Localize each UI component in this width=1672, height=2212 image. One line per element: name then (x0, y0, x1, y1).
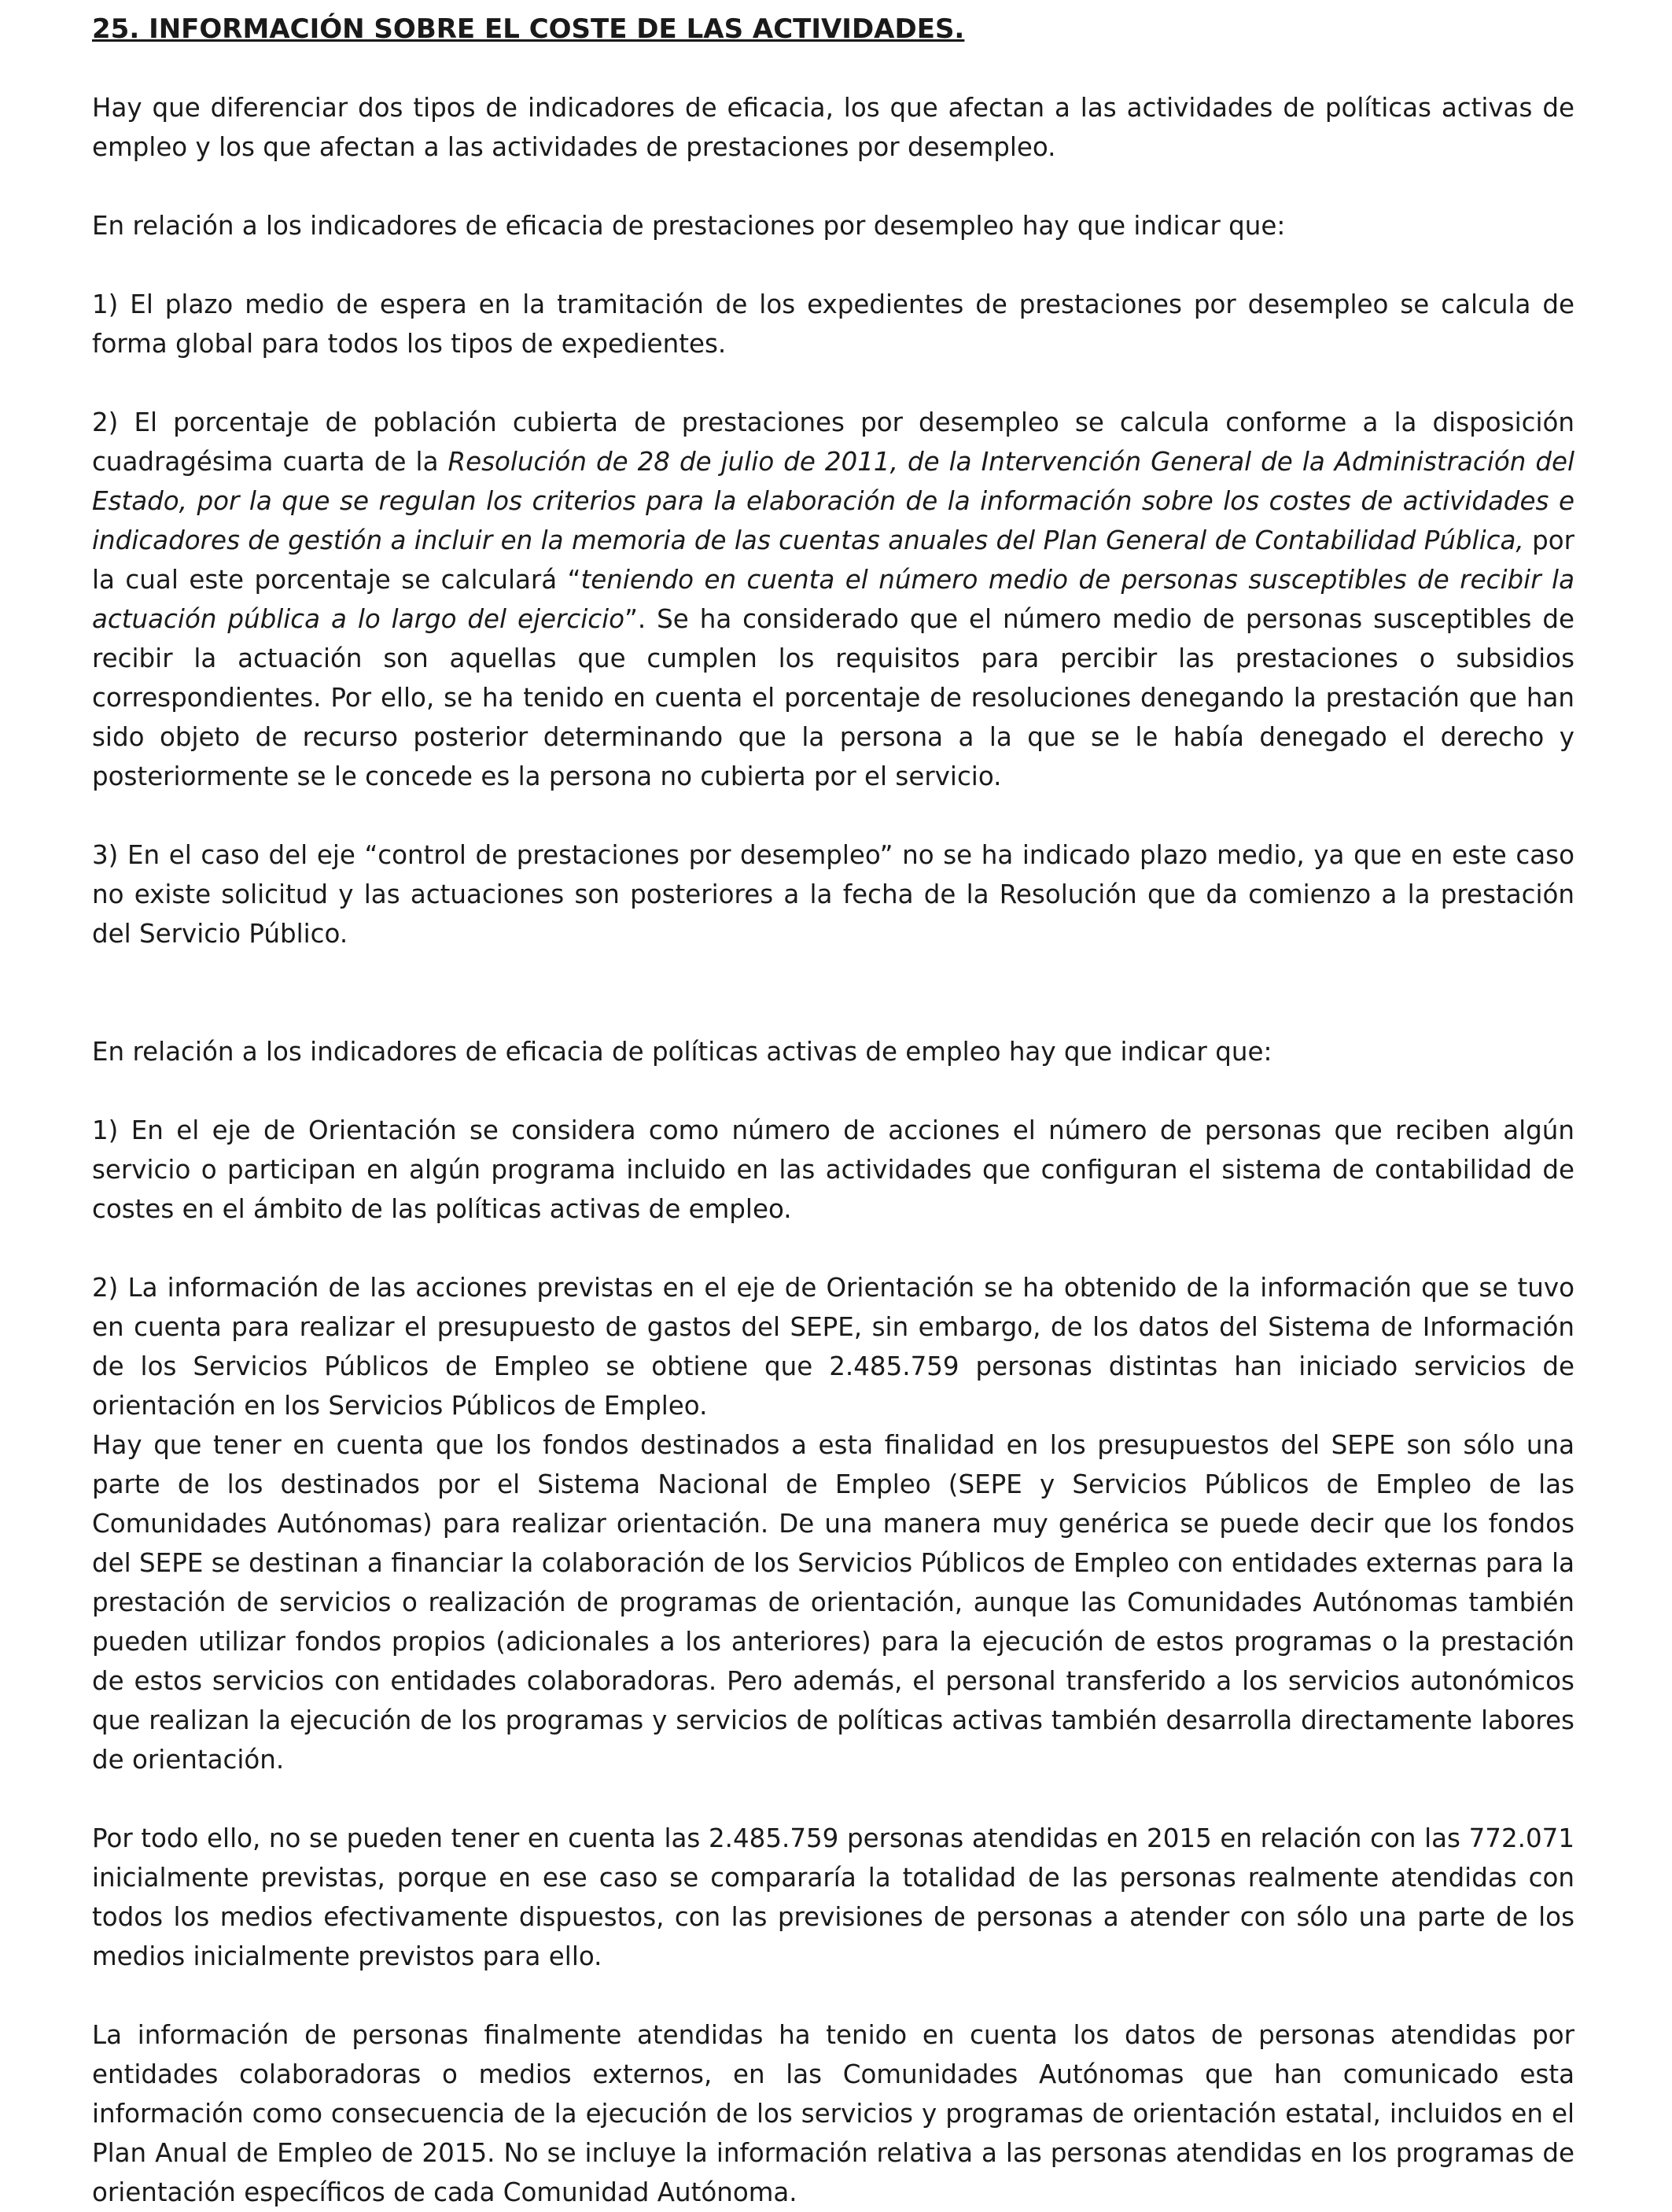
paragraph-prestaciones-item-1: 1) El plazo medio de espera en la tramitación de los expedientes de prestaciones por desempleo se calcula de forma global para todos los tipos de expedientes. (92, 289, 1574, 359)
italic-citation: Resolución de 28 de julio de 2011, de la Intervención General de la Administración del Estado, por la que se regulan los criterios para la elaboración de la información sobre los costes de actividades e indicadores de gestión a incluir en la memoria de las cuentas anuales del Plan General de Contabilidad Pública, (92, 447, 1574, 555)
paragraph-final: La información de personas finalmente atendidas ha tenido en cuenta los datos de personas atendidas por entidades colaboradoras o medios externos, en las Comunidades Autónomas que han comunicado esta información como consecuencia de la ejecución de los servicios y programas de orientación estatal, incluidos en el Plan Anual de Empleo de 2015. No se incluye la información relativa a las personas atendidas en los programas de orientación específicos de cada Comunidad Autónoma. (92, 2020, 1574, 2207)
paragraph-fondos: Hay que tener en cuenta que los fondos destinados a esta finalidad en los presupuestos del SEPE son sólo una parte de los destinados por el Sistema Nacional de Empleo (SEPE y Servicios Públicos de Empleo de las Comunidades Autónomas) para realizar orientación. De una manera muy genérica se puede decir que los fondos del SEPE se destinan a financiar la colaboración de los Servicios Públicos de Empleo con entidades externas para la prestación de servicios o realización de programas de orientación, aunque las Comunidades Autónomas también pueden utilizar fondos propios (adicionales a los anteriores) para la ejecución de estos programas o la prestación de estos servicios con entidades colaboradoras. Pero además, el personal transferido a los servicios autonómicos que realizan la ejecución de los programas y servicios de políticas activas también desarrolla directamente labores de orientación. (92, 1430, 1574, 1775)
paragraph-politicas-item-1: 1) En el eje de Orientación se considera como número de acciones el número de personas que reciben algún servicio o participan en algún programa incluido en las actividades que configuran el sistema de contabilidad de costes en el ámbito de las políticas activas de empleo. (92, 1115, 1574, 1224)
paragraph-intro: Hay que diferenciar dos tipos de indicadores de eficacia, los que afectan a las actividades de políticas activas de empleo y los que afectan a las actividades de prestaciones por desempleo. (92, 93, 1574, 162)
italic-quote: teniendo en cuenta el número medio de personas susceptibles de recibir la actuación pública a lo largo del ejercicio (92, 565, 1574, 634)
paragraph-politicas-intro: En relación a los indicadores de eficacia de políticas activas de empleo hay que indicar que: (92, 1037, 1272, 1067)
paragraph-prestaciones-item-2 (92, 403, 1574, 796)
paragraph-politicas-item-2: 2) La información de las acciones previstas en el eje de Orientación se ha obtenido de la información que se tuvo en cuenta para realizar el presupuesto de gastos del SEPE, sin embargo, de los datos del Sistema de Información de los Servicios Públicos de Empleo se obtiene que 2.485.759 personas distintas han iniciado servicios de orientación en los Servicios Públicos de Empleo. (92, 1273, 1574, 1421)
paragraph-prestaciones-intro: En relación a los indicadores de eficacia de prestaciones por desempleo hay que indicar que: (92, 211, 1286, 241)
text-run: por la cual este porcentaje se calculará “ (92, 525, 1574, 595)
text-run: 2) El porcentaje de población cubierta de prestaciones por desempleo se calcula conforme a la disposición cuadragésima cuarta de la (92, 407, 1574, 477)
paragraph-prestaciones-item-3: 3) En el caso del eje “control de prestaciones por desempleo” no se ha indicado plazo medio, ya que en este caso no existe solicitud y las actuaciones son posteriores a la fecha de la Resolución que da comienzo a la prestación del Servicio Público. (92, 840, 1574, 949)
paragraph-conclusion: Por todo ello, no se pueden tener en cuenta las 2.485.759 personas atendidas en 2015 en relación con las 772.071 inicialmente previstas, porque en ese caso se compararía la totalidad de las personas realmente atendidas con todos los medios efectivamente dispuestos, con las previsiones de personas a atender con sólo una parte de los medios inicialmente previstos para ello. (92, 1823, 1574, 1971)
section-heading: 25. INFORMACIÓN SOBRE EL COSTE DE LAS ACTIVIDADES. (92, 13, 965, 45)
text-run: ”. Se ha considerado que el número medio de personas susceptibles de recibir la actuación son aquellas que cumplen los requisitos para percibir las prestaciones o subsidios correspondientes. Por ello, se ha tenido en cuenta el porcentaje de resoluciones denegando la prestación que han sido objeto de recurso posterior determinando que la persona a la que se le había denegado el derecho y posteriormente se le concede es la persona no cubierta por el servicio. (92, 604, 1574, 791)
